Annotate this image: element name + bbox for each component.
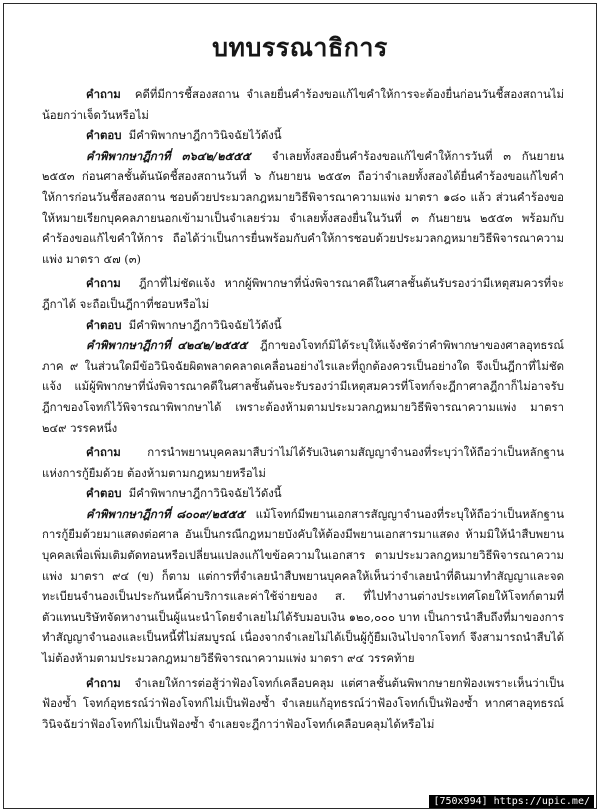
ruling-paragraph: [42, 146, 564, 270]
answer-label: คำตอบ: [86, 128, 122, 143]
ruling-label: คำพิพากษาฎีกาที่ ๓๖๔๒/๒๕๕๕: [86, 148, 251, 163]
ruling-text: ฎีกาของโจทก์มิได้ระบุให้แจ้งชัดว่าคำพิพากษาของศาลอุทธรณ์ภาค ๙ ในส่วนใดมีข้อวินิจฉัยผิดพลาดคลาดเคลื่อนอย่างไรและที่ถูกต้องควรเป็นอย่างใด จึงเป็นฎีกาที่ไม่ชัดแจ้ง แม้ผู้พิพากษาที่นั่งพิจารณาคดีในศาลชั้นต้นจะรับรองว่ามีเหตุสมควรที่โจทก์จะฎีกาศาลฎีกาก็ไม่อาจรับฎีกาของโจทก์ไว้พิจารณาพิพากษาได้ เพราะต้องห้ามตามประมวลกฎหมายวิธีพิจารณาความแพ่ง มาตรา ๒๔๙ วรรคหนึ่ง: [42, 338, 564, 435]
editorial-content: [42, 84, 564, 734]
question-label: คำถาม: [86, 675, 121, 690]
question-label: คำถาม: [86, 276, 121, 291]
page-title: บทบรรณาธิการ: [212, 33, 388, 62]
question-label: คำถาม: [86, 445, 121, 460]
ruling-text: จำเลยทั้งสองยื่นคำร้องขอแก้ไขคำให้การวันที่ ๓ กันยายน ๒๕๕๓ ก่อนศาลชั้นต้นนัดชี้สองสถานวันที่ ๖ กันยายน ๒๕๕๓ ถือว่าจำเลยทั้งสองได้ยื่นคำร้องขอแก้ไขคำให้การก่อนวันชี้สองสถาน ชอบด้วยประมวลกฎหมายวิธีพิจารณาความแพ่ง มาตรา ๑๘๐ แล้ว ส่วนคำร้องขอให้หมายเรียกบุคคลภายนอกเข้ามาเป็นจำเลยร่วม จำเลยทั้งสองยื่นในวันที่ ๓ กันยายน ๒๕๕๓ พร้อมกับคำร้องขอแก้ไขคำให้การ ถือได้ว่าเป็นการยื่นพร้อมกับคำให้การชอบด้วยประมวลกฎหมายวิธีพิจารณาความแพ่ง มาตรา ๕๗ (๓): [42, 148, 564, 266]
answer-label: คำตอบ: [86, 317, 122, 332]
answer-label: คำตอบ: [86, 486, 122, 501]
question-paragraph: [42, 442, 564, 483]
question-text: การนำพยานบุคคลมาสืบว่าไม่ได้รับเงินตามสัญญาจำนองที่ระบุว่าให้ถือว่าเป็นหลักฐานแห่งการกู้ยืมด้วย ต้องห้ามตามกฎหมายหรือไม่: [42, 445, 564, 480]
watermark-caption: [750x994] https://upic.me/: [429, 795, 594, 808]
question-text: ฎีกาที่ไม่ชัดแจ้ง หากผู้พิพากษาที่นั่งพิจารณาคดีในศาลชั้นต้นรับรองว่ามีเหตุสมควรที่จะฎีกาได้ จะถือเป็นฎีกาที่ชอบหรือไม่: [42, 276, 564, 311]
answer-paragraph: [42, 483, 564, 504]
answer-text: มีคำพิพากษาฎีกาวินิจฉัยไว้ดังนี้: [128, 128, 282, 143]
ruling-label: คำพิพากษาฎีกาที่ ๘๐๐๙/๒๕๕๕: [86, 506, 245, 521]
question-paragraph: [42, 84, 564, 125]
ruling-paragraph: [42, 504, 564, 669]
ruling-text: แม้โจทก์มีพยานเอกสารสัญญาจำนองที่ระบุให้ถือว่าเป็นหลักฐานการกู้ยืมด้วยมาแสดงต่อศาล อันเป็นกรณีกฎหมายบังคับให้ต้องมีพยานเอกสารมาแสดง ห้ามมิให้นำสืบพยานบุคคลเพื่อเพิ่มเติมตัดทอนหรือเปลี่ยนแปลงแก้ไขข้อความในเอกสาร ตามประมวลกฎหมายวิธีพิจารณาความแพ่ง มาตรา ๙๔ (ข) ก็ตาม แต่การที่จำเลยนำสืบพยานบุคคลให้เห็นว่าจำเลยนำที่ดินมาทำสัญญาและจดทะเบียนจำนองเป็นประกันหนี้ค่าบริการและค่าใช้จ่ายของ ส. ที่ไปทำงานต่างประเทศโดยให้โจทก์ตามที่ตัวแทนบริษัทจัดหางานเป็นผู้แนะนำโดยจำเลยไม่ได้รับมอบเงิน ๑๒๐,๐๐๐ บาท เป็นการนำสืบถึงที่มาของการทำสัญญาจำนองและเป็นหนี้ที่ไม่สมบูรณ์ เนื่องจากจำเลยไม่ได้เป็นผู้กู้ยืมเงินไปจากโจทก์ จึงสามารถนำสืบได้ไม่ต้องห้ามตามประมวลกฎหมายวิธีพิจารณาความแพ่ง มาตรา ๙๔ วรรคท้าย: [42, 506, 564, 666]
answer-paragraph: [42, 125, 564, 146]
ruling-paragraph: [42, 335, 564, 438]
answer-paragraph: [42, 315, 564, 336]
question-label: คำถาม: [86, 87, 121, 101]
answer-text: มีคำพิพากษาฎีกาวินิจฉัยไว้ดังนี้: [128, 486, 282, 501]
question-paragraph: [42, 273, 564, 314]
ruling-label: คำพิพากษาฎีกาที่ ๔๒๔๒/๒๕๕๕: [86, 338, 248, 353]
answer-text: มีคำพิพากษาฎีกาวินิจฉัยไว้ดังนี้: [128, 317, 282, 332]
question-paragraph: [42, 673, 564, 735]
question-text: จำเลยให้การต่อสู้ว่าฟ้องโจทก์เคลือบคลุม แต่ศาลชั้นต้นพิพากษายกฟ้องเพราะเห็นว่าเป็นฟ้องซ้ำ โจทก์อุทธรณ์ว่าฟ้องโจทก์ไม่เป็นฟ้องซ้ำ จำเลยแก้อุทธรณ์ว่าฟ้องโจทก์เป็นฟ้องซ้ำ หากศาลอุทธรณ์วินิจฉัยว่าฟ้องโจทก์ไม่เป็นฟ้องซ้ำ จำเลยจะฎีกาว่าฟ้องโจทก์เคลือบคลุมได้หรือไม่: [42, 675, 564, 731]
question-text: คดีที่มีการชี้สองสถาน จำเลยยื่นคำร้องขอแก้ไขคำให้การจะต้องยื่นก่อนวันชี้สองสถานไม่น้อยกว่าเจ็ดวันหรือไม่: [42, 87, 564, 122]
